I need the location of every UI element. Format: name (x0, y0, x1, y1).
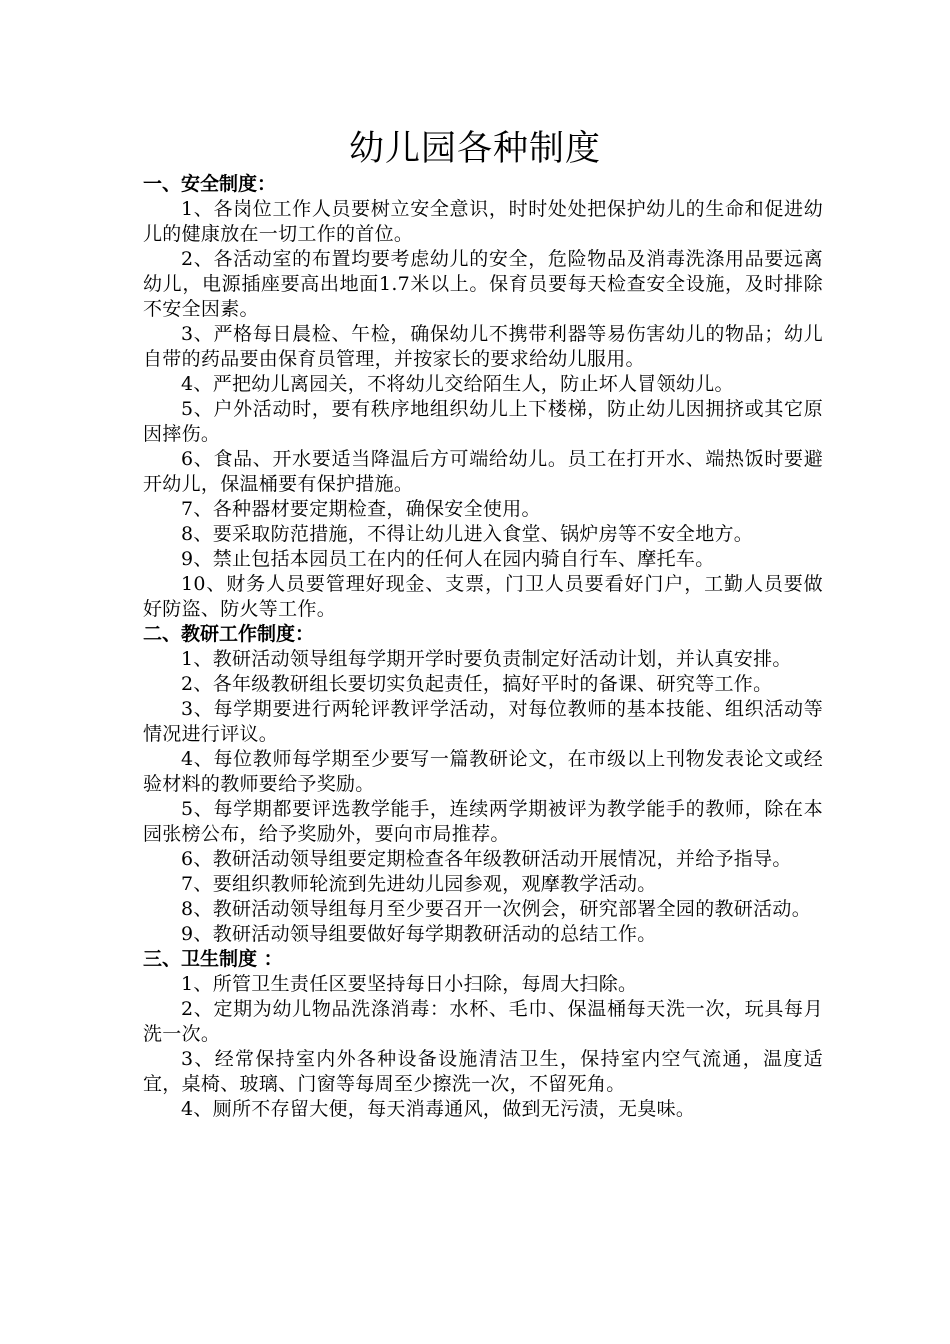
document-body (143, 172, 823, 1122)
paragraph: 3、每学期要进行两轮评教评学活动，对每位教师的基本技能、组织活动等情况进行评议。 (143, 698, 823, 745)
paragraph: 7、要组织教师轮流到先进幼儿园参观，观摩教学活动。 (181, 873, 657, 895)
paragraph: 1、教研活动领导组每学期开学时要负责制定好活动计划，并认真安排。 (181, 648, 792, 670)
paragraph: 5、每学期都要评选教学能手，连续两学期被评为教学能手的教师，除在本园张榜公布，给予奖励外，要向市局推荐。 (143, 798, 823, 845)
paragraph: 7、各种器材要定期检查，确保安全使用。 (181, 498, 541, 520)
paragraph: 2、各年级教研组长要切实负起责任，搞好平时的备课、研究等工作。 (181, 673, 773, 695)
paragraph: 2、各活动室的布置均要考虑幼儿的安全，危险物品及消毒洗涤用品要远离幼儿，电源插座要高出地面1.7米以上。保育员要每天检查安全设施，及时排除不安全因素。 (143, 248, 823, 320)
paragraph: 6、教研活动领导组要定期检查各年级教研活动开展情况，并给予指导。 (181, 848, 792, 870)
paragraph: 8、教研活动领导组每月至少要召开一次例会，研究部署全园的教研活动。 (181, 898, 811, 920)
paragraph: 1、各岗位工作人员要树立安全意识，时时处处把保护幼儿的生命和促进幼儿的健康放在一切工作的首位。 (143, 198, 823, 245)
section-safety (143, 172, 823, 622)
section-heading: 一、安全制度： (143, 173, 277, 195)
paragraph: 9、禁止包括本园员工在内的任何人在园内骑自行车、摩托车。 (181, 548, 715, 570)
section-heading: 二、教研工作制度： (143, 623, 315, 645)
paragraph: 4、每位教师每学期至少要写一篇教研论文，在市级以上刊物发表论文或经验材料的教师要给予奖励。 (143, 748, 823, 795)
paragraph: 5、户外活动时，要有秩序地组织幼儿上下楼梯，防止幼儿因拥挤或其它原因摔伤。 (143, 398, 823, 445)
section-teaching-research (143, 622, 823, 947)
paragraph: 9、教研活动领导组要做好每学期教研活动的总结工作。 (181, 923, 657, 945)
paragraph: 1、所管卫生责任区要坚持每日小扫除，每周大扫除。 (181, 973, 638, 995)
paragraph: 3、严格每日晨检、午检，确保幼儿不携带利器等易伤害幼儿的物品；幼儿自带的药品要由保育员管理，并按家长的要求给幼儿服用。 (143, 323, 823, 370)
paragraph: 3、经常保持室内外各种设备设施清洁卫生，保持室内空气流通，温度适宜，桌椅、玻璃、门窗等每周至少擦洗一次，不留死角。 (143, 1048, 823, 1095)
paragraph: 2、定期为幼儿物品洗涤消毒：水杯、毛巾、保温桶每天洗一次，玩具每月洗一次。 (143, 998, 823, 1045)
paragraph: 4、厕所不存留大便，每天消毒通风，做到无污渍，无臭味。 (181, 1098, 696, 1120)
paragraph: 4、严把幼儿离园关，不将幼儿交给陌生人，防止坏人冒领幼儿。 (181, 373, 734, 395)
document-title: 幼儿园各种制度 (348, 129, 601, 169)
paragraph: 8、要采取防范措施，不得让幼儿进入食堂、锅炉房等不安全地方。 (181, 523, 754, 545)
paragraph: 10、财务人员要管理好现金、支票，门卫人员要看好门户，工勤人员要做好防盗、防火等工作。 (143, 573, 823, 620)
section-hygiene (143, 947, 823, 1122)
paragraph: 6、食品、开水要适当降温后方可端给幼儿。员工在打开水、端热饭时要避开幼儿，保温桶要有保护措施。 (143, 448, 823, 495)
section-heading: 三、卫生制度 ： (143, 948, 283, 970)
